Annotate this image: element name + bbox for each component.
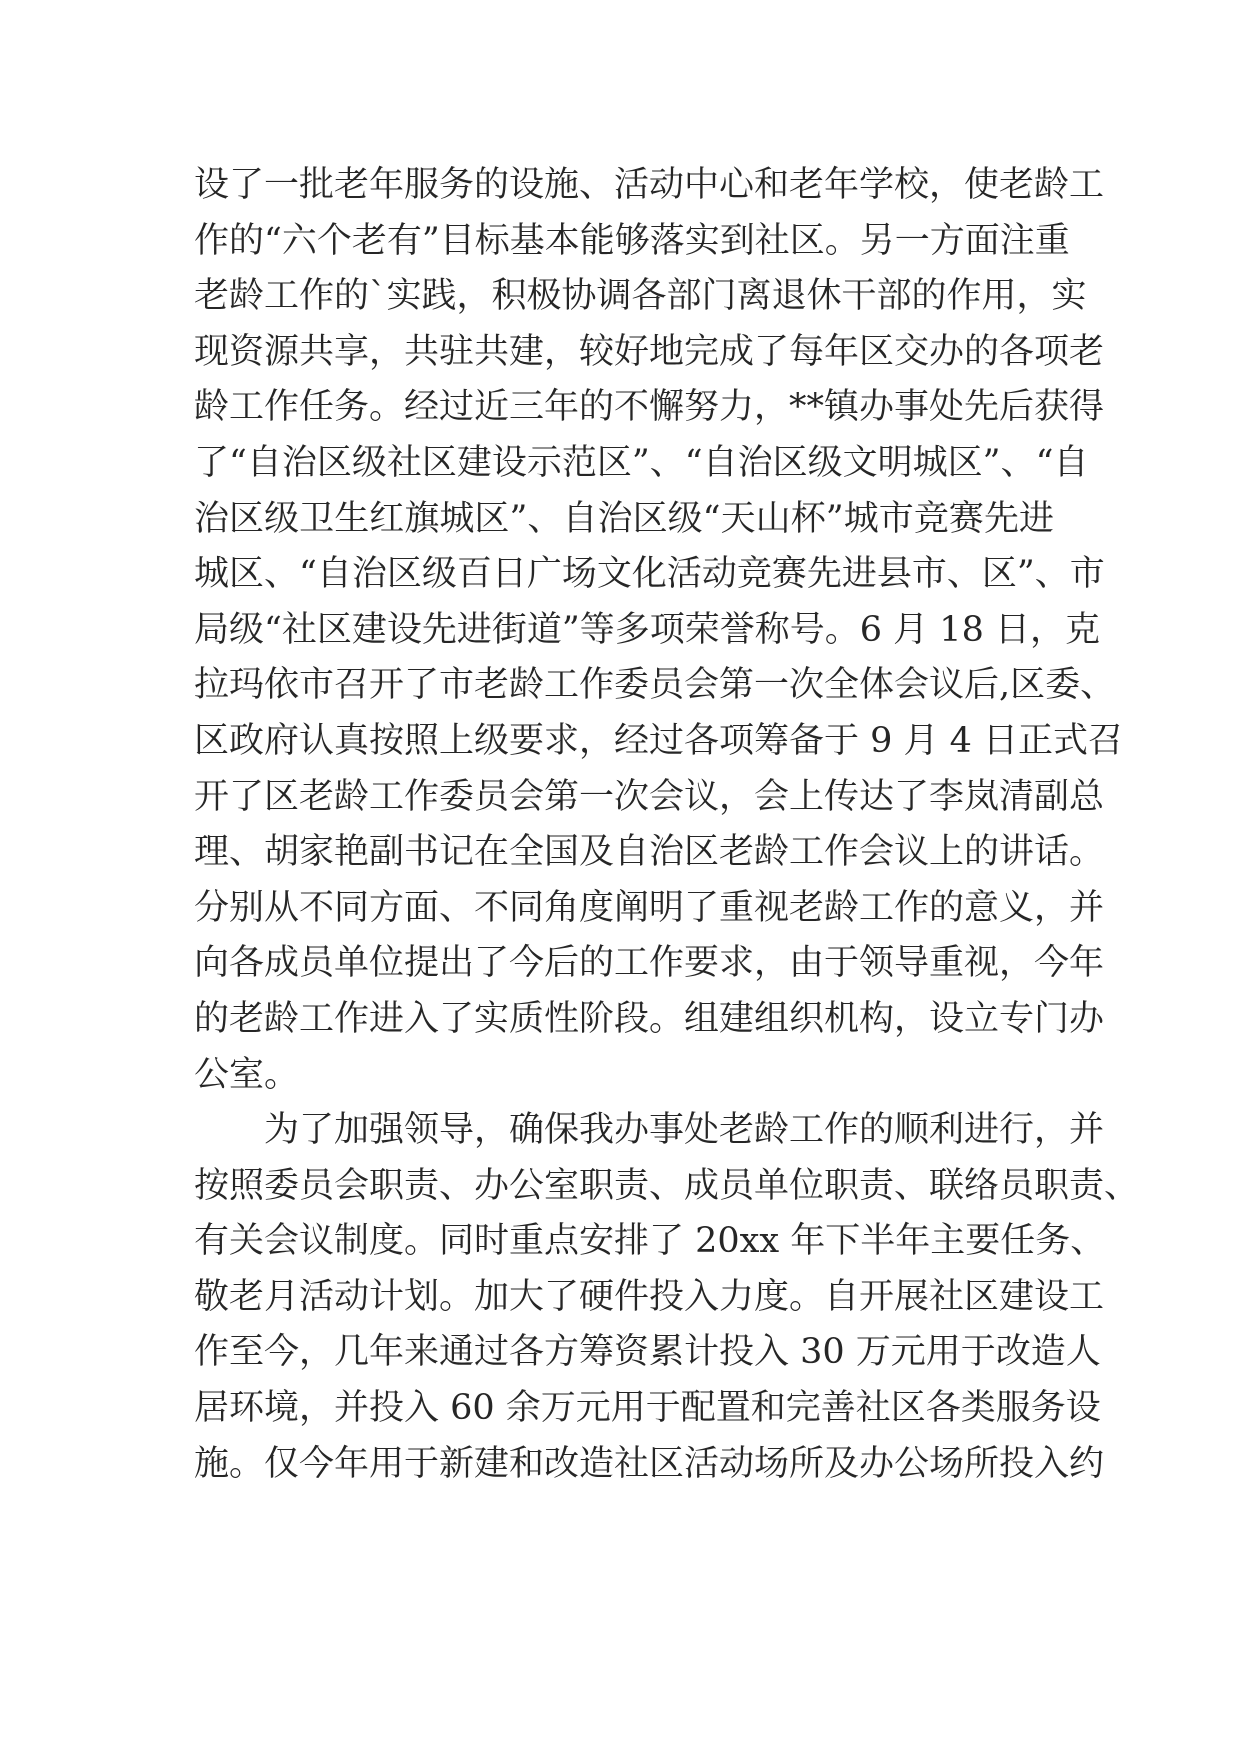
text-line: 的老龄工作进入了实质性阶段。组建组织机构，设立专门办 [194,998,1105,1039]
text-line: 敬老月活动计划。加大了硬件投入力度。自开展社区建设工 [194,1276,1105,1317]
text-line: 了“自治区级社区建设示范区”、“自治区级文明城区”、“自 [194,442,1089,483]
text-line: 开了区老龄工作委员会第一次会议，会上传达了李岚清副总 [194,776,1105,817]
text-line: 龄工作任务。经过近三年的不懈努力，**镇办事处先后获得 [194,387,1105,428]
text-line: 理、胡家艳副书记在全国及自治区老龄工作会议上的讲话。 [194,832,1105,873]
document-body [194,158,1140,1492]
text-line: 分别从不同方面、不同角度阐明了重视老龄工作的意义，并 [194,887,1105,928]
text-line: 区政府认真按照上级要求，经过各项筹备于 9 月 4 日正式召 [194,720,1124,761]
text-line: 居环境，并投入 60 余万元用于配置和完善社区各类服务设 [194,1388,1101,1429]
text-line: 施。仅今年用于新建和改造社区活动场所及办公场所投入约 [194,1443,1105,1484]
text-line: 设了一批老年服务的设施、活动中心和老年学校，使老龄工 [194,165,1105,205]
paragraph-2 [194,1103,1140,1492]
text-line: 城区、“自治区级百日广场文化活动竞赛先进县市、区”、市 [194,554,1105,595]
text-line: 拉玛依市召开了市老龄工作委员会第一次全体会议后,区委、 [194,665,1116,706]
text-line: 作的“六个老有”目标基本能够落实到社区。另一方面注重 [194,220,1070,261]
text-line: 为了加强领导，确保我办事处老龄工作的顺利进行，并 [264,1110,1105,1151]
paragraph-1 [194,158,1124,1103]
text-line: 按照委员会职责、办公室职责、成员单位职责、联络员职责、 [194,1165,1140,1206]
text-line: 现资源共享，共驻共建，较好地完成了每年区交办的各项老 [194,331,1105,372]
text-line: 老龄工作的`实践，积极协调各部门离退休干部的作用，实 [194,276,1087,317]
text-line: 治区级卫生红旗城区”、自治区级“天山杯”城市竞赛先进 [194,498,1054,539]
text-line: 局级“社区建设先进街道”等多项荣誉称号。6 月 18 日，克 [194,609,1100,650]
text-line: 公室。 [194,1054,300,1095]
text-line: 作至今，几年来通过各方筹资累计投入 30 万元用于改造人 [194,1332,1101,1373]
text-line: 有关会议制度。同时重点安排了 20xx 年下半年主要任务、 [194,1221,1106,1262]
text-line: 向各成员单位提出了今后的工作要求，由于领导重视，今年 [194,943,1105,984]
